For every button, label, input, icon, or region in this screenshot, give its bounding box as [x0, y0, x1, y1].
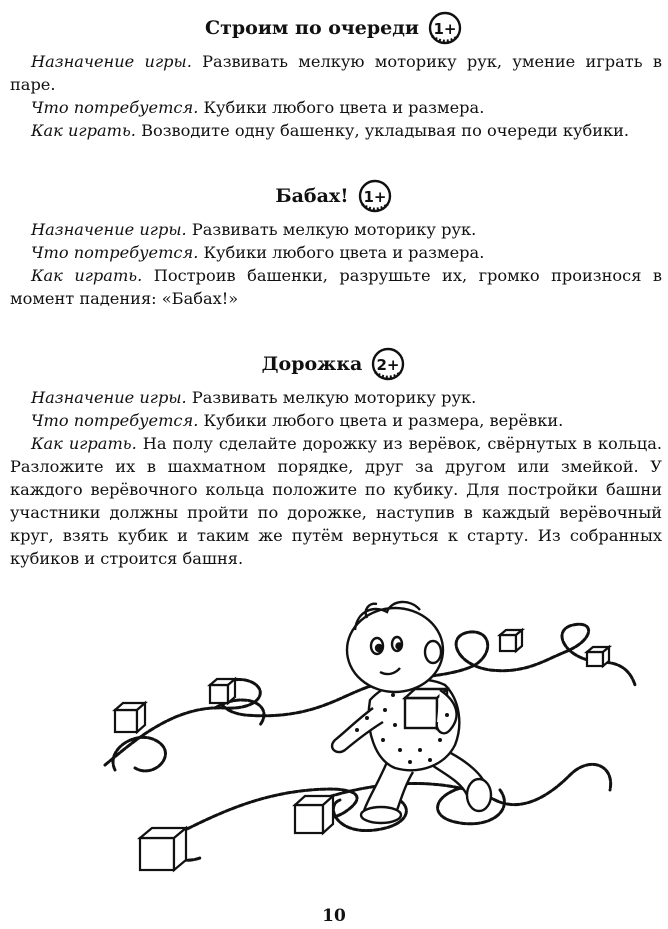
purpose-label: Назначение игры.	[31, 220, 187, 239]
section-title-2	[0, 178, 668, 214]
materials-paragraph	[10, 241, 662, 264]
materials-paragraph	[10, 409, 662, 432]
purpose-text: Развивать мелкую моторику рук, умение играть в паре.	[10, 52, 663, 94]
child-rope-path-illustration	[95, 590, 645, 875]
howto-label: Как играть.	[31, 434, 137, 453]
materials-paragraph	[10, 96, 662, 119]
howto-text: Построив башенки, разрушьте их, громко произнося в момент падения: «Бабах!»	[10, 266, 662, 308]
materials-label: Что потребуется.	[31, 243, 199, 262]
age-badge-text: 1+	[433, 20, 457, 38]
howto-paragraph	[10, 264, 662, 310]
materials-text: Кубики любого цвета и размера.	[198, 243, 485, 262]
section-title-text: Бабах!	[275, 185, 349, 207]
section-title-text: Строим по очереди	[204, 17, 420, 39]
age-badge-icon	[427, 10, 463, 46]
purpose-paragraph	[10, 50, 662, 96]
age-badge-text: 2+	[376, 356, 400, 374]
purpose-label: Назначение игры.	[31, 388, 187, 407]
section-title-1	[0, 10, 668, 46]
section-body-3	[10, 386, 662, 570]
howto-paragraph	[10, 119, 662, 142]
howto-label: Как играть.	[31, 266, 143, 285]
howto-paragraph	[10, 432, 662, 570]
section-title-text: Дорожка	[261, 353, 363, 375]
section-body-1	[10, 50, 662, 142]
howto-label: Как играть.	[31, 121, 136, 140]
cube-icon	[587, 647, 609, 666]
purpose-paragraph	[10, 386, 662, 409]
materials-label: Что потребуется.	[31, 411, 199, 430]
page-number: 10	[322, 906, 346, 926]
purpose-text: Развивать мелкую моторику рук.	[186, 388, 477, 407]
purpose-label: Назначение игры.	[31, 52, 192, 71]
purpose-text: Развивать мелкую моторику рук.	[186, 220, 477, 239]
age-badge-icon	[357, 178, 393, 214]
howto-text: На полу сделайте дорожку из верёвок, свёрнутых в кольца. Разложите их в шахматном порядке, друг за другом или змейкой. У каждого верёвочного кольца положите по кубику. Для постройки башни участники должны пройти по дорожке, наступив в каждый верёвочный круг, взять кубик и таким же путём вернуться к старту. Из собранных кубиков и строится башня.	[10, 434, 663, 568]
purpose-paragraph	[10, 218, 662, 241]
age-badge-text: 1+	[363, 188, 387, 206]
cube-icon	[295, 796, 333, 833]
materials-label: Что потребуется.	[31, 98, 199, 117]
materials-text: Кубики любого цвета и размера.	[198, 98, 485, 117]
section-title-3	[0, 346, 668, 382]
section-body-2	[10, 218, 662, 310]
materials-text: Кубики любого цвета и размера, верёвки.	[198, 411, 564, 430]
age-badge-icon	[370, 346, 406, 382]
cube-icon	[140, 828, 186, 870]
howto-text: Возводите одну башенку, укладывая по очереди кубики.	[135, 121, 630, 140]
cube-icon	[500, 630, 522, 651]
cube-icon	[115, 703, 145, 732]
cube-icon	[210, 679, 235, 703]
